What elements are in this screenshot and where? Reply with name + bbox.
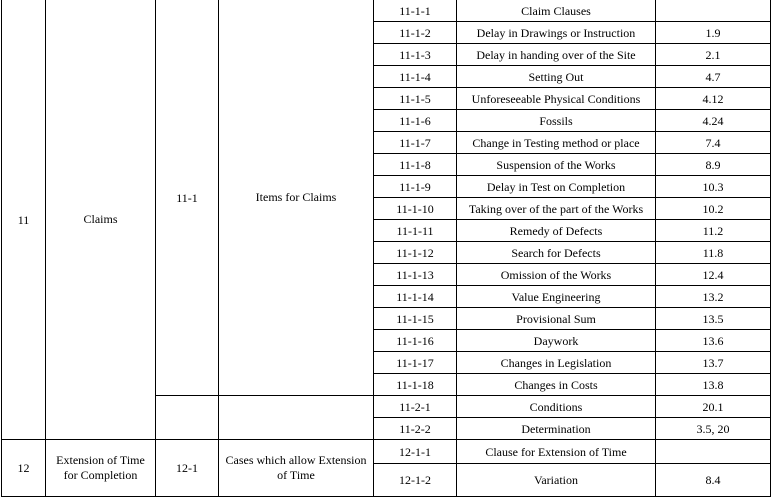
item-name-cell: Daywork [457,330,656,352]
item-reference-cell: 4.7 [656,66,771,88]
group-title-cell: Items for Claims [219,0,374,396]
item-code-cell: 11-1-10 [374,198,457,220]
item-name-cell: Fossils [457,110,656,132]
item-reference-cell: 8.9 [656,154,771,176]
item-reference-cell: 13.2 [656,286,771,308]
item-name-cell: Claim Clauses [457,0,656,22]
item-name-cell: Determination [457,418,656,440]
section-number-cell: 11 [2,0,46,440]
item-code-cell: 11-1-1 [374,0,457,22]
item-reference-cell: 13.7 [656,352,771,374]
item-name-cell: Value Engineering [457,286,656,308]
item-reference-cell: 13.8 [656,374,771,396]
item-reference-cell: 12.4 [656,264,771,286]
item-code-cell: 11-1-2 [374,22,457,44]
item-name-cell: Change in Testing method or place [457,132,656,154]
item-code-cell: 11-1-7 [374,132,457,154]
item-name-cell: Omission of the Works [457,264,656,286]
group-code-cell: 12-1 [156,440,219,497]
item-name-cell: Provisional Sum [457,308,656,330]
item-name-cell: Changes in Costs [457,374,656,396]
item-code-cell: 11-1-4 [374,66,457,88]
item-code-cell: 11-1-13 [374,264,457,286]
item-name-cell: Delay in handing over of the Site [457,44,656,66]
table-body [2,0,771,497]
item-reference-cell: 2.1 [656,44,771,66]
item-reference-cell: 11.8 [656,242,771,264]
item-code-cell: 11-1-17 [374,352,457,374]
item-reference-cell: 10.3 [656,176,771,198]
group-code-cell: 11-1 [156,0,219,396]
item-name-cell: Conditions [457,396,656,418]
item-reference-cell: 20.1 [656,396,771,418]
item-reference-cell [656,0,771,22]
group-code-cell [156,396,219,440]
item-code-cell: 12-1-2 [374,464,457,497]
item-code-cell: 11-1-18 [374,374,457,396]
table-row [2,440,771,464]
item-reference-cell: 10.2 [656,198,771,220]
item-code-cell: 11-1-11 [374,220,457,242]
item-name-cell: Taking over of the part of the Works [457,198,656,220]
claims-table [1,0,771,497]
item-code-cell: 11-1-6 [374,110,457,132]
item-reference-cell: 3.5, 20 [656,418,771,440]
item-code-cell: 11-1-15 [374,308,457,330]
item-reference-cell [656,440,771,464]
item-name-cell: Delay in Drawings or Instruction [457,22,656,44]
group-title-cell: Cases which allow Extension of Time [219,440,374,497]
item-reference-cell: 8.4 [656,464,771,497]
item-code-cell: 11-1-3 [374,44,457,66]
item-code-cell: 11-2-2 [374,418,457,440]
item-reference-cell: 13.6 [656,330,771,352]
item-code-cell: 11-1-9 [374,176,457,198]
item-code-cell: 11-2-1 [374,396,457,418]
item-name-cell: Suspension of the Works [457,154,656,176]
item-code-cell: 11-1-12 [374,242,457,264]
item-reference-cell: 4.24 [656,110,771,132]
item-reference-cell: 7.4 [656,132,771,154]
item-reference-cell: 11.2 [656,220,771,242]
item-code-cell: 11-1-5 [374,88,457,110]
section-title-cell: Claims [46,0,156,440]
item-name-cell: Unforeseeable Physical Conditions [457,88,656,110]
item-code-cell: 12-1-1 [374,440,457,464]
item-code-cell: 11-1-16 [374,330,457,352]
item-name-cell: Changes in Legislation [457,352,656,374]
section-number-cell: 12 [2,440,46,497]
item-name-cell: Variation [457,464,656,497]
item-reference-cell: 4.12 [656,88,771,110]
item-name-cell: Remedy of Defects [457,220,656,242]
item-name-cell: Delay in Test on Completion [457,176,656,198]
item-name-cell: Search for Defects [457,242,656,264]
group-title-cell [219,396,374,440]
item-reference-cell: 13.5 [656,308,771,330]
item-name-cell: Setting Out [457,66,656,88]
item-code-cell: 11-1-8 [374,154,457,176]
item-code-cell: 11-1-14 [374,286,457,308]
table-row [2,0,771,22]
item-reference-cell: 1.9 [656,22,771,44]
section-title-cell: Extension of Time for Completion [46,440,156,497]
item-name-cell: Clause for Extension of Time [457,440,656,464]
